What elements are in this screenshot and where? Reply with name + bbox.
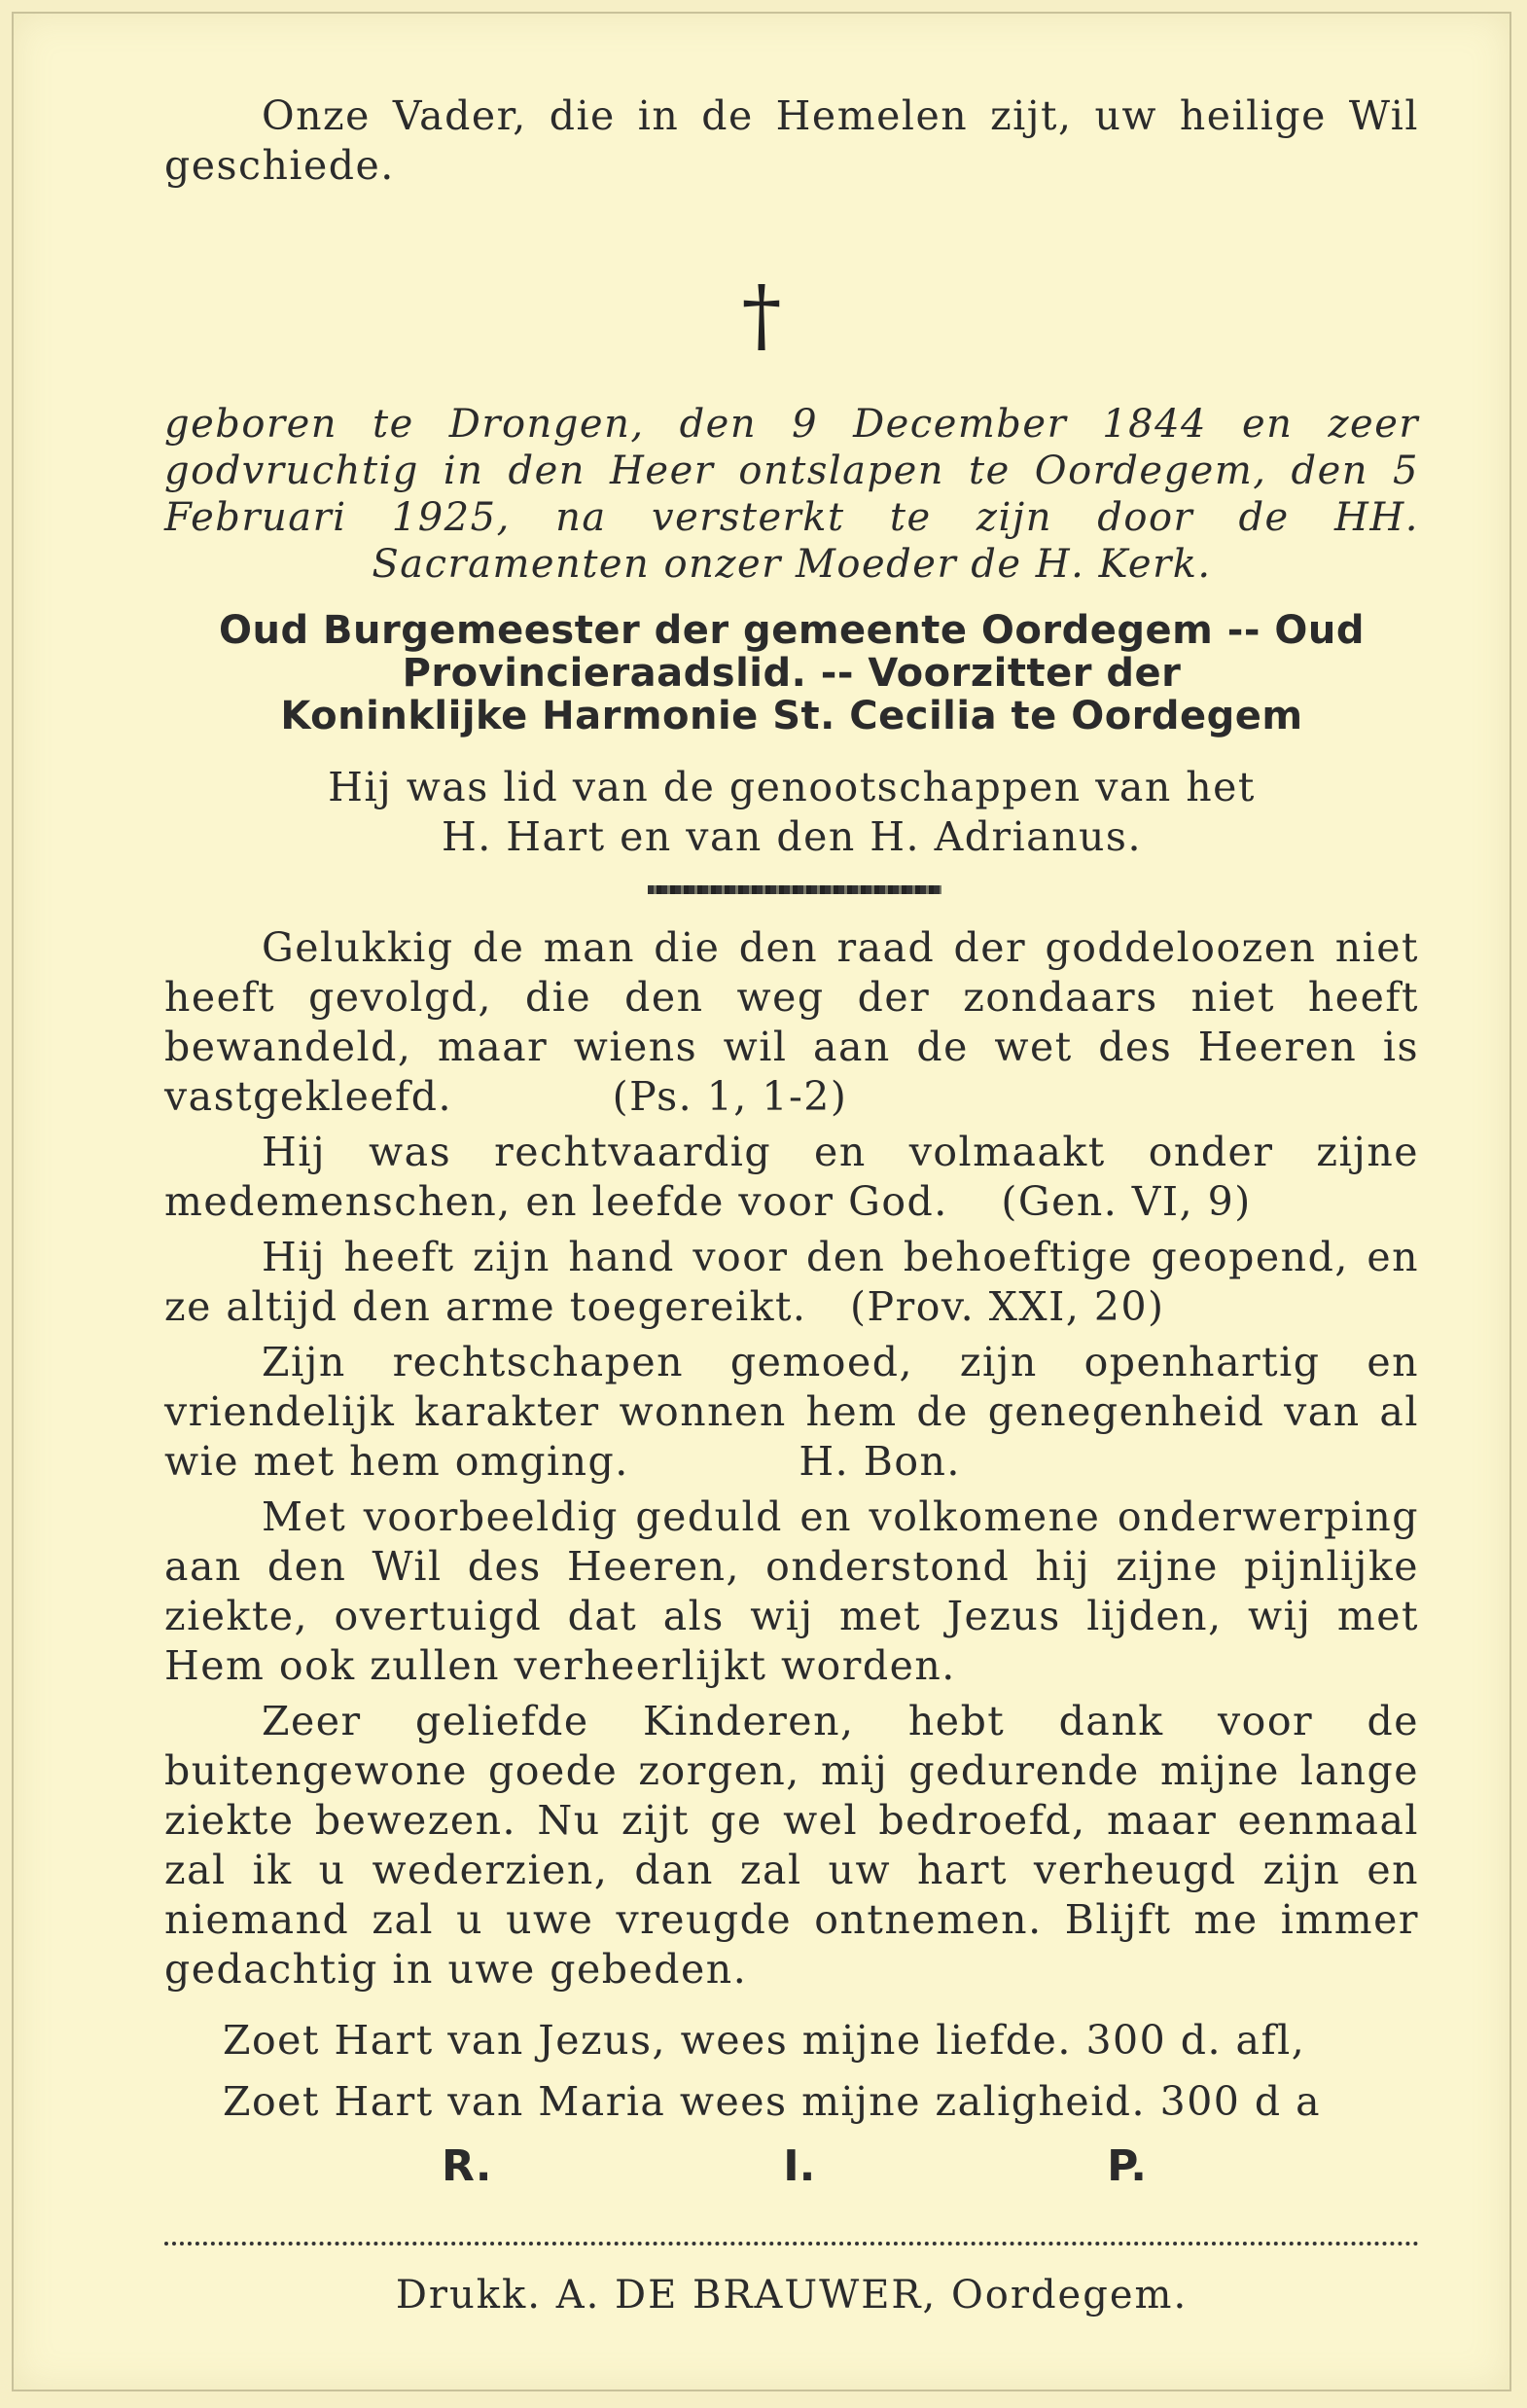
verse-reference: (Gen. VI, 9) xyxy=(1001,1178,1252,1225)
printer-credit: Drukk. A. DE BRAUWER, Oordegem. xyxy=(395,2273,1189,2318)
farewell-paragraph: Zeer geliefde Kinderen, hebt dank voor de buitengewone goede zorgen, mij gedurende mijne lange ziekte bewezen. Nu zijt ge wel bedroefd, maar eenmaal zal ik u wederzien, dan zal uw hart verheugd zijn en niemand zal u uwe vreugde ontnemen. Blijft me immer gedachtig in uwe gebeden. xyxy=(164,1698,1419,1993)
verse-text: Hij heeft zijn hand voor den behoeftige geopend, en ze altijd den arme toegereikt. xyxy=(164,1234,1419,1330)
birth-death-text: geboren te Drongen, den 9 December 1844 en zeer godvruchtig in den Heer ontslapen te Oordegem, den 5 Februari 1925, na versterkt te zijn door de HH. Sacramenten onzer Moeder de H. Kerk. xyxy=(164,402,1419,587)
indulgence-line: Zoet Hart van Maria wees mijne zaligheid. 300 d a xyxy=(223,2078,1322,2125)
opening-prayer: Onze Vader, die in de Hemelen zijt, uw heilige Wil geschiede. xyxy=(164,92,1419,189)
memorial-card xyxy=(12,12,1511,2391)
ornament-divider xyxy=(648,885,941,894)
title-line: Oud Burgemeester der gemeente Oordegem -- Oud xyxy=(219,608,1365,653)
rip-letters xyxy=(442,2142,1147,2191)
title-line: Koninklijke Harmonie St. Cecilia te Oordegem xyxy=(280,694,1303,738)
membership-block xyxy=(164,763,1419,862)
membership-line: Hij was lid van de genootschappen van het xyxy=(328,764,1256,810)
farewell-paragraph: Met voorbeeldig geduld en volkomene onderwerping aan den Wil des Heeren, onderstond hij zijne pijnlijke ziekte, overtuigd dat als wij met Jezus lijden, wij met Hem ook zullen verheerlijkt worden. xyxy=(164,1493,1419,1689)
rip-letter: I. xyxy=(783,2141,816,2191)
verse-reference: (Prov. XXI, 20) xyxy=(850,1283,1165,1330)
rip-letter: R. xyxy=(442,2141,492,2191)
verse-paragraph xyxy=(164,1233,1419,1332)
verse-reference: (Ps. 1, 1-2) xyxy=(612,1073,848,1120)
indulgences-block xyxy=(164,2016,1419,2127)
title-line: Provincieraadslid. -- Voorzitter der xyxy=(402,651,1182,696)
dotted-divider xyxy=(164,2242,1419,2246)
verse-paragraph xyxy=(164,1338,1419,1487)
verse-reference: H. Bon. xyxy=(799,1438,961,1485)
verse-text: Hij was rechtvaardig en volmaakt onder zijne medemenschen, en leefde voor God. xyxy=(164,1129,1419,1225)
verse-text: Gelukkig de man die den raad der goddeloozen niet heeft gevolgd, die den weg der zondaars niet heeft bewandeld, maar wiens wil aan de wet des Heeren is vastgekleefd. xyxy=(164,924,1419,1120)
verses-block xyxy=(164,923,1419,1995)
membership-line: H. Hart en van den H. Adrianus. xyxy=(441,813,1143,860)
cross-icon: † xyxy=(741,270,782,362)
rip-letter: P. xyxy=(1107,2141,1147,2191)
verse-text: Zijn rechtschapen gemoed, zijn openhartig en vriendelijk karakter wonnen hem de genegenheid van al wie met hem omging. xyxy=(164,1339,1419,1485)
titles-block xyxy=(164,609,1419,737)
verse-paragraph xyxy=(164,1128,1419,1227)
indulgence-line: Zoet Hart van Jezus, wees mijne liefde. 300 d. afl, xyxy=(223,2017,1306,2064)
verse-paragraph xyxy=(164,923,1419,1122)
